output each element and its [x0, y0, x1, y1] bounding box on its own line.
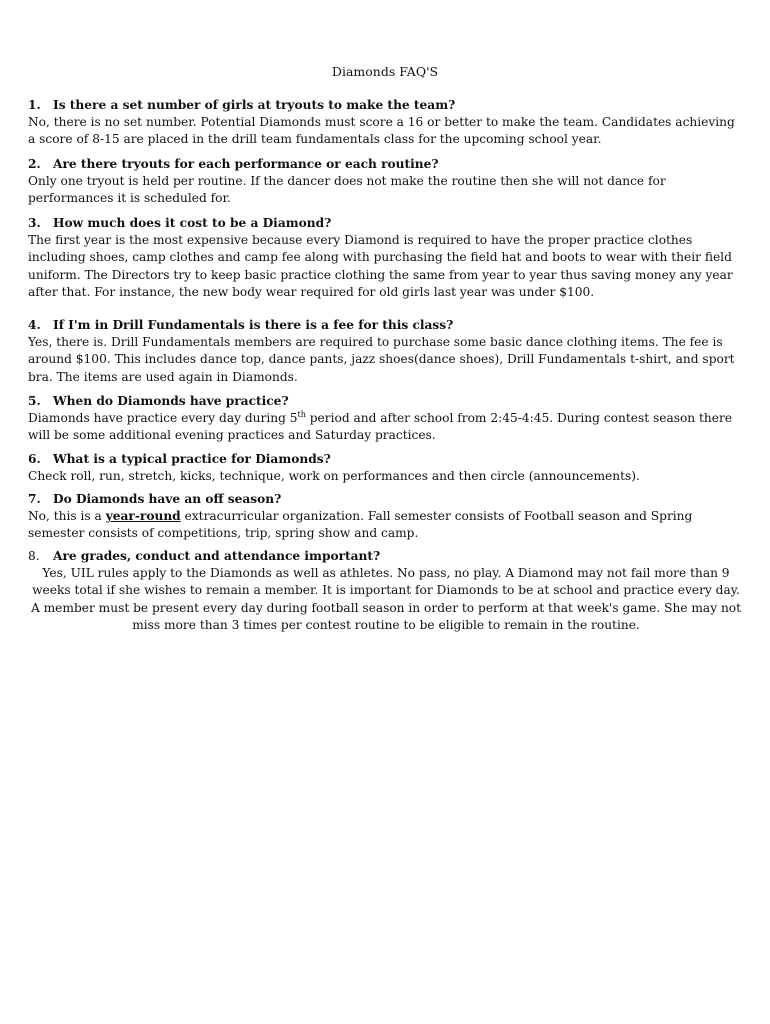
faq-answer: Check roll, run, stretch, kicks, technique, work on performances and then circle (announcements). [28, 469, 640, 484]
faq-item-1 [28, 97, 744, 149]
faq-answer: The first year is the most expensive because every Diamond is required to have the proper practice clothes including shoes, camp clothes and camp fee along with purchasing the field hat and boots to wear with their field uniform. The Directors try to keep basic practice clothing the same from year to year thus saving money any year after that. For instance, the new body wear required for old girls last year was under $100. [28, 233, 733, 299]
page-title: Diamonds FAQ'S [331, 64, 439, 79]
faq-number: 8. [28, 549, 40, 563]
faq-answer-text: No, this is a [28, 509, 106, 524]
faq-question [28, 317, 744, 334]
faq-number: 6. [28, 452, 41, 466]
faq-item-4 [28, 317, 744, 386]
faq-number: 4. [28, 318, 41, 332]
faq-answer [28, 410, 744, 444]
faq-item-3 [28, 215, 744, 301]
faq-answer: Yes, there is. Drill Fundamentals members are required to purchase some basic dance clothing items. The fee is around $100. This includes dance top, dance pants, jazz shoes(dance shoes), Drill Fundamentals t-shirt, and sport bra. The items are used again in Diamonds. [28, 335, 735, 384]
faq-question [28, 491, 744, 508]
faq-answer: Yes, UIL rules apply to the Diamonds as well as athletes. No pass, no play. A Diamond may not fail more than 9 weeks total if she wishes to remain a member. It is important for Diamonds to be at school and practice every day. A member must be present every day during football season in order to perform at that week's game. She may not miss more than 3 times per contest routine to be eligible to remain in the routine. [30, 566, 742, 632]
faq-question-text: Do Diamonds have an off season? [53, 492, 282, 506]
faq-answer-text: period and after school from 2:45-4:45. During contest season there will be some additional evening practices and Saturday practices. [28, 411, 733, 443]
faq-number: 5. [28, 394, 41, 408]
faq-item-8 [28, 548, 744, 634]
faq-question [28, 156, 744, 173]
faq-question-text: How much does it cost to be a Diamond? [53, 216, 332, 230]
emphasized-term: year-round [105, 509, 181, 524]
faq-question [28, 451, 744, 468]
faq-item-6 [28, 451, 744, 485]
faq-question [28, 548, 744, 565]
faq-number: 3. [28, 216, 41, 230]
faq-question-text: Are grades, conduct and attendance important? [53, 549, 381, 563]
faq-item-2 [28, 156, 744, 208]
faq-question-text: When do Diamonds have practice? [53, 394, 289, 408]
faq-answer-text: Diamonds have practice every day during 5 [28, 411, 298, 426]
faq-number: 1. [28, 98, 41, 112]
faq-answer: No, there is no set number. Potential Diamonds must score a 16 or better to make the team. Candidates achieving a score of 8-15 are placed in the drill team fundamentals class for the upcoming school year. [28, 115, 735, 147]
faq-item-7 [28, 491, 744, 543]
faq-question-text: Are there tryouts for each performance or each routine? [53, 157, 439, 171]
ordinal-suffix: th [297, 410, 306, 420]
faq-number: 2. [28, 157, 41, 171]
faq-question-text: Is there a set number of girls at tryouts to make the team? [53, 98, 456, 112]
faq-item-5 [28, 393, 744, 445]
faq-question [28, 97, 744, 114]
faq-question-text: If I'm in Drill Fundamentals is there is a fee for this class? [53, 318, 454, 332]
faq-answer-text: extracurricular organization. Fall semester consists of Football season and Spring semester consists of competitions, trip, spring show and camp. [28, 509, 693, 541]
faq-number: 7. [28, 492, 41, 506]
faq-answer [28, 508, 744, 542]
faq-question [28, 215, 744, 232]
faq-answer: Only one tryout is held per routine. If the dancer does not make the routine then she will not dance for performances it is scheduled for. [28, 174, 666, 206]
faq-question [28, 393, 744, 410]
faq-question-text: What is a typical practice for Diamonds? [53, 452, 331, 466]
